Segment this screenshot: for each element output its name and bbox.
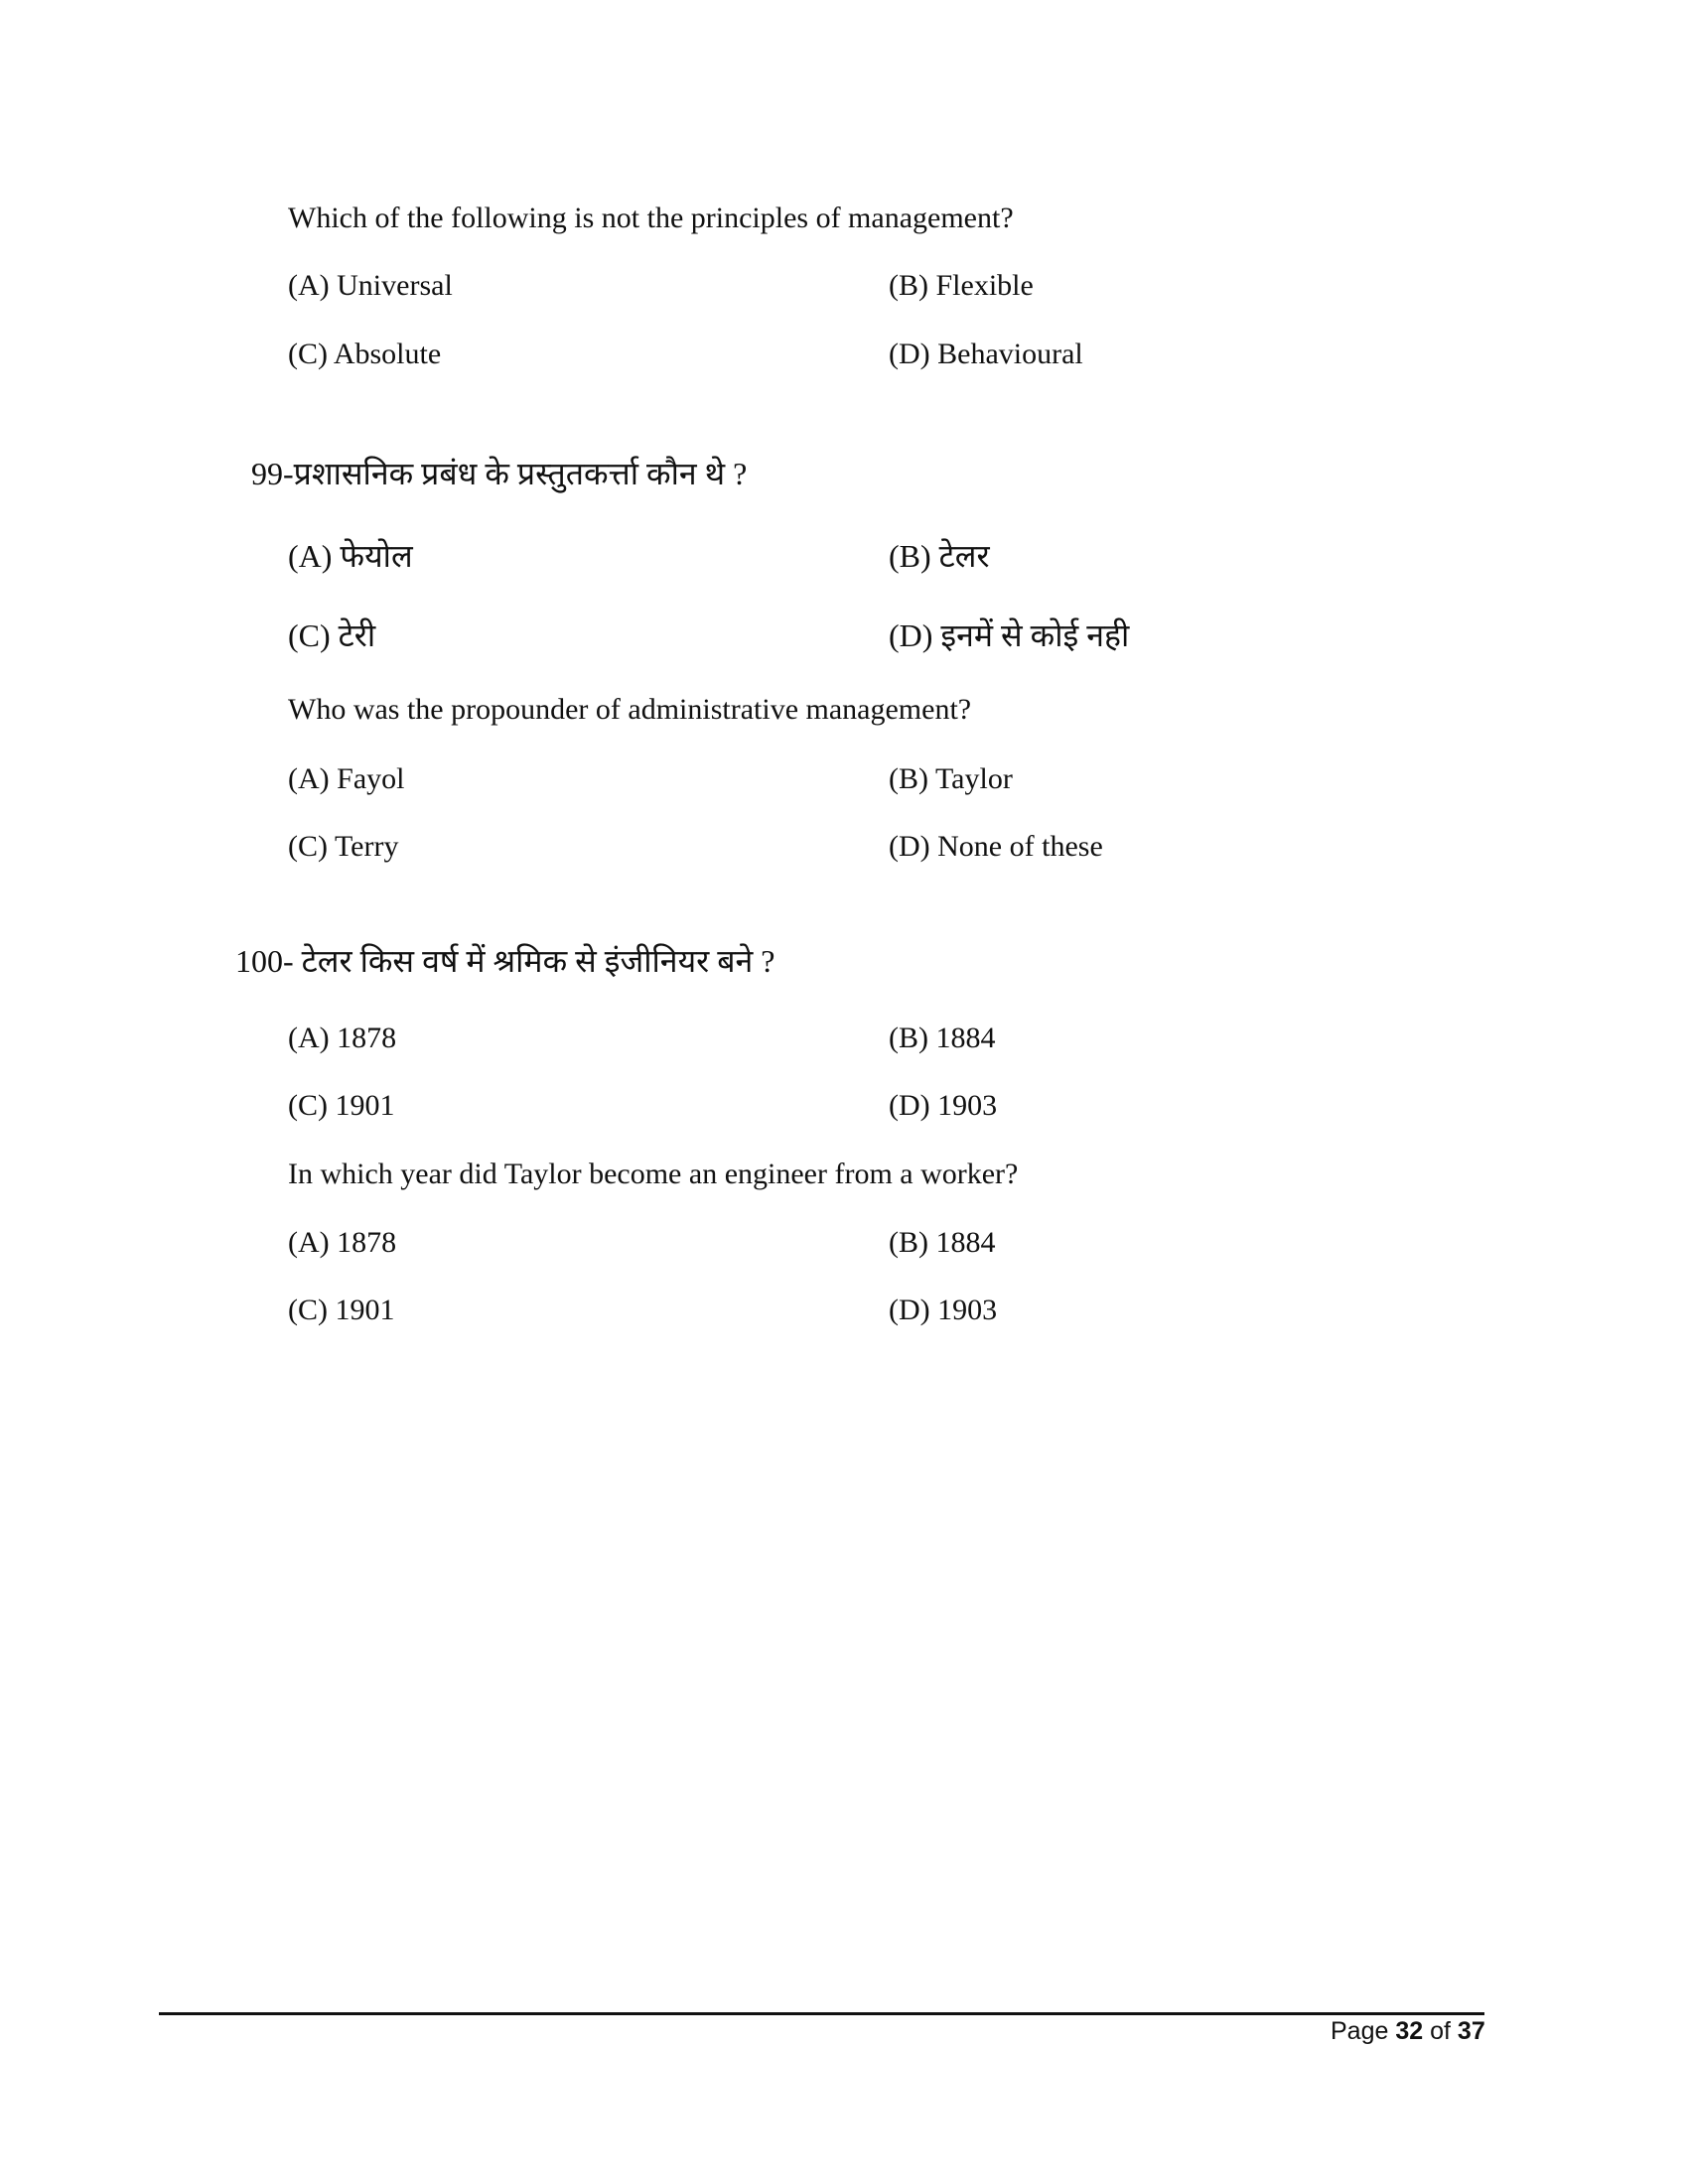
question-number: 99- bbox=[251, 456, 294, 491]
option-d: (D) 1903 bbox=[889, 1294, 998, 1326]
question-99-hindi bbox=[251, 456, 747, 491]
question-number: 100- bbox=[235, 943, 294, 979]
total-pages: 37 bbox=[1457, 2017, 1485, 2045]
question-98-english: Which of the following is not the principles of management? bbox=[288, 202, 1014, 234]
option-d: (D) इनमें से कोई नही bbox=[889, 617, 1130, 653]
option-b: (B) 1884 bbox=[889, 1022, 996, 1054]
option-a: (A) Universal bbox=[288, 269, 453, 302]
question-100-english: In which year did Taylor become an engineer from a worker? bbox=[288, 1158, 1019, 1190]
option-c: (C) 1901 bbox=[288, 1294, 395, 1326]
current-page: 32 bbox=[1395, 2017, 1424, 2045]
option-d: (D) 1903 bbox=[889, 1089, 998, 1122]
question-100-hindi bbox=[235, 943, 774, 979]
option-c: (C) 1901 bbox=[288, 1089, 395, 1122]
question-99-english: Who was the propounder of administrative management? bbox=[288, 693, 972, 726]
option-c: (C) Absolute bbox=[288, 338, 442, 370]
option-d: (D) None of these bbox=[889, 830, 1103, 863]
footer-divider bbox=[159, 2012, 1484, 2015]
of-label: of bbox=[1430, 2017, 1451, 2045]
option-b: (B) टेलर bbox=[889, 538, 990, 574]
option-a: (A) Fayol bbox=[288, 762, 405, 795]
option-c: (C) Terry bbox=[288, 830, 399, 863]
option-d: (D) Behavioural bbox=[889, 338, 1083, 370]
option-a: (A) फेयोल bbox=[288, 538, 413, 574]
page-label: Page bbox=[1331, 2017, 1389, 2045]
option-c: (C) टेरी bbox=[288, 617, 376, 653]
option-b: (B) Taylor bbox=[889, 762, 1013, 795]
option-b: (B) Flexible bbox=[889, 269, 1034, 302]
option-a: (A) 1878 bbox=[288, 1022, 397, 1054]
option-b: (B) 1884 bbox=[889, 1226, 996, 1259]
question-text: प्रशासनिक प्रबंध के प्रस्तुतकर्त्ता कौन थे ? bbox=[293, 456, 748, 491]
page-number bbox=[1331, 2015, 1485, 2047]
question-text: टेलर किस वर्ष में श्रमिक से इंजीनियर बने ? bbox=[301, 943, 775, 979]
option-a: (A) 1878 bbox=[288, 1226, 397, 1259]
